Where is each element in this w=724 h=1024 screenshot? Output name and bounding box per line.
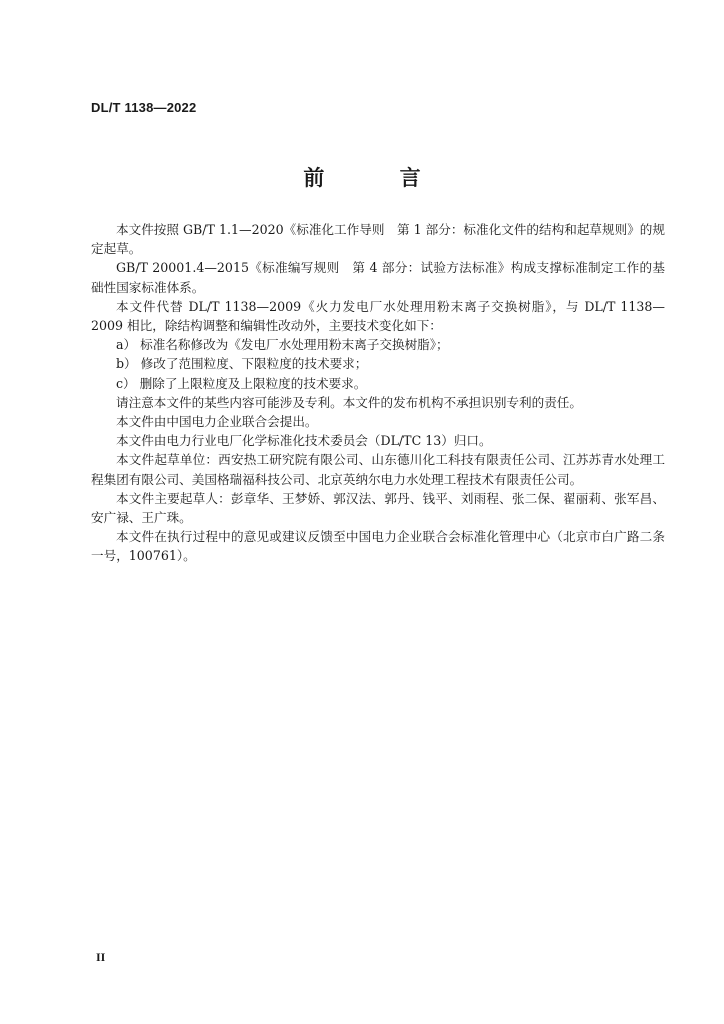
change-item-c: c） 删除了上限粒度及上限粒度的技术要求。 (116, 375, 367, 391)
page-number: II (96, 950, 106, 964)
paragraph-technical-committee: 本文件由电力行业电厂化学标准化技术委员会（DL/TC 13）归口。 (116, 433, 492, 449)
preface-body (91, 220, 665, 566)
paragraph-standard-system: GB/T 20001.4—2015《标准编写规则 第 4 部分：试验方法标准》构成支撑标准制定工作的基础性国家标准体系。 (91, 260, 665, 295)
paragraph-feedback: 本文件在执行过程中的意见或建议反馈至中国电力企业联合会标准化管理中心（北京市白广路二条一号，100761）。 (91, 529, 665, 564)
paragraph-patent-notice: 请注意本文件的某些内容可能涉及专利。本文件的发布机构不承担识别专利的责任。 (116, 394, 582, 410)
paragraph-drafters: 本文件主要起草人：彭章华、王梦娇、郭汉法、郭丹、钱平、刘雨程、张二保、翟丽莉、张军昌、安广禄、王广珠。 (91, 490, 665, 526)
change-item-b: b） 修改了范围粒度、下限粒度的技术要求； (116, 356, 368, 372)
standard-code: DL/T 1138—2022 (91, 100, 197, 115)
paragraph-drafting-organizations: 本文件起草单位：西安热工研究院有限公司、山东德川化工科技有限责任公司、江苏苏青水处理工程集团有限公司、美国格瑞福科技公司、北京英纳尔电力水处理工程技术有限责任公司。 (91, 452, 665, 487)
paragraph-replacement: 本文件代替 DL/T 1138—2009《火力发电厂水处理用粉末离子交换树脂》，与 DL/T 1138—2009 相比，除结构调整和编辑性改动外，主要技术变化如下： (91, 298, 665, 334)
change-item-a: a） 标准名称修改为《发电厂水处理用粉末离子交换树脂》； (116, 337, 449, 353)
paragraph-proposed-by: 本文件由中国电力企业联合会提出。 (116, 414, 318, 430)
page-title: 前 言 (303, 166, 455, 190)
paragraph-drafting-rules: 本文件按照 GB/T 1.1—2020《标准化工作导则 第 1 部分：标准化文件的结构和起草规则》的规定起草。 (91, 222, 665, 257)
